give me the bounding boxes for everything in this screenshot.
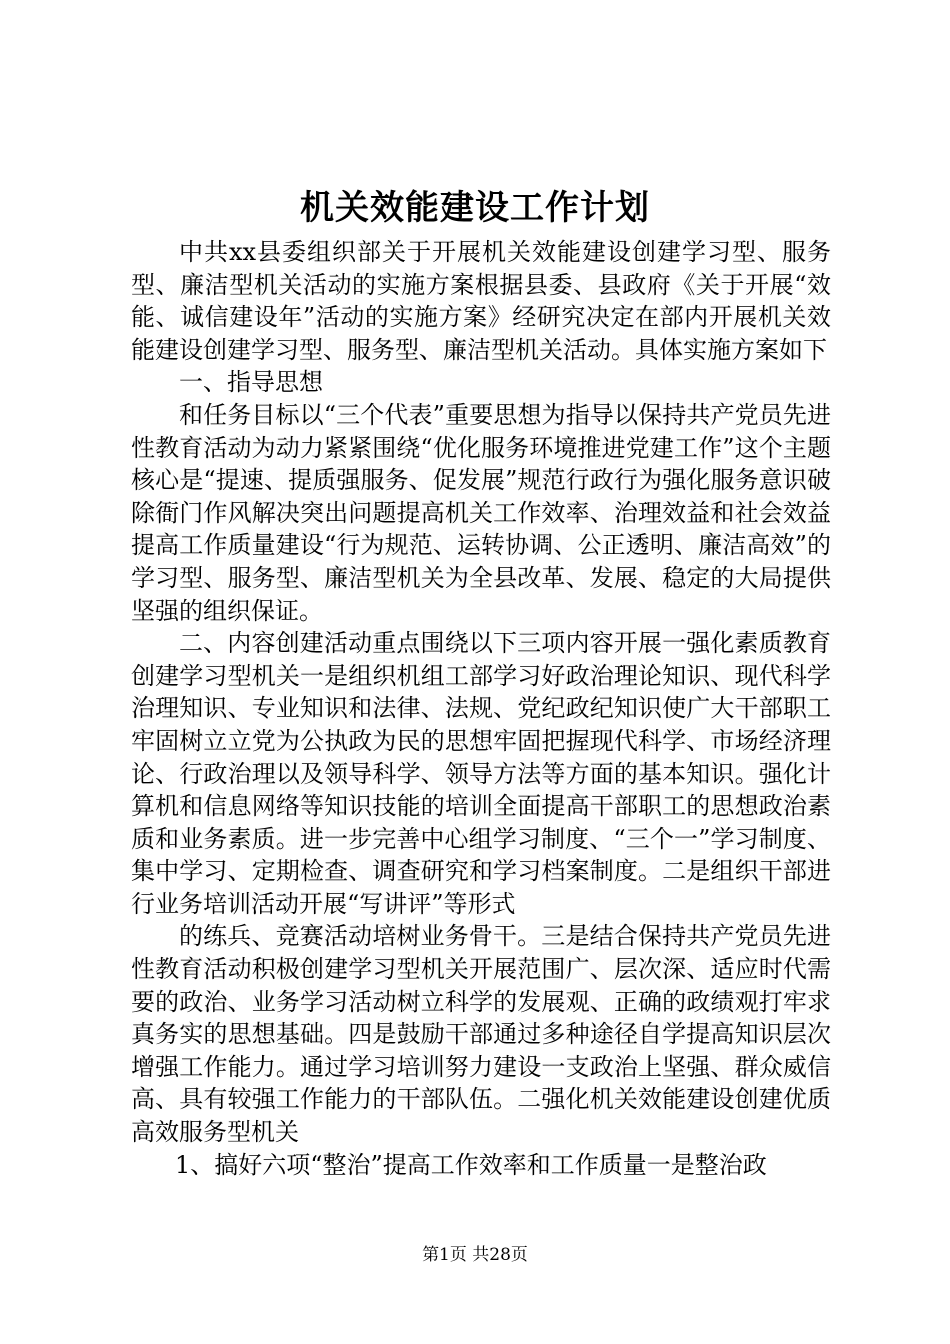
page-number-footer: 第1页 共28页 — [422, 1245, 528, 1265]
paragraph-rectification: 1、搞好六项“整治”提高工作效率和工作质量一是整治政 — [175, 1150, 767, 1179]
paragraph-training: 的练兵、竞赛活动培树业务骨干。三是结合保持共产党员先进性教育活动积极创建学习型机关开展范围广、层次深、适应时代需要的政治、业务学习活动树立科学的发展观、正确的政绩观打牢求真务实的思想基础。四是鼓励干部通过多种途径自学提高知识层次增强工作能力。通过学习培训努力建设一支政治上坚强、群众威信高、具有较强工作能力的干部队伍。二强化机关效能建设创建优质高效服务型机关 — [131, 922, 831, 1147]
paragraph-intro: 中共xx县委组织部关于开展机关效能建设创建学习型、服务型、廉洁型机关活动的实施方案根据县委、县政府《关于开展“效能、诚信建设年”活动的实施方案》经研究决定在部内开展机关效能建设创建学习型、服务型、廉洁型机关活动。具体实施方案如下 — [131, 238, 831, 364]
heading-guiding-ideology: 一、指导思想 — [179, 368, 323, 397]
document-body — [131, 236, 831, 1181]
document-title: 机关效能建设工作计划 — [300, 188, 650, 228]
paragraph-content: 二、内容创建活动重点围绕以下三项内容开展一强化素质教育创建学习型机关一是组织机组工部学习好政治理论知识、现代科学治理知识、专业知识和法律、法规、党纪政纪知识使广大干部职工牢固树立立党为公执政为民的思想牢固把握现代科学、市场经济理论、行政治理以及领导科学、领导方法等方面的基本知识。强化计算机和信息网络等知识技能的培训全面提高干部职工的思想政治素质和业务素质。进一步完善中心组学习制度、“三个一”学习制度、集中学习、定期检查、调查研究和学习档案制度。二是组织干部进行业务培训活动开展“写讲评”等形式 — [131, 629, 831, 918]
paragraph-goals: 和任务目标以“三个代表”重要思想为指导以保持共产党员先进性教育活动为动力紧紧围绕“优化服务环境推进党建工作”这个主题核心是“提速、提质强服务、促发展”规范行政行为强化服务意识破除衙门作风解决突出问题提高机关工作效率、治理效益和社会效益提高工作质量建设“行为规范、运转协调、公正透明、廉洁高效”的学习型、服务型、廉洁型机关为全县改革、发展、稳定的大局提供坚强的组织保证。 — [131, 400, 831, 625]
